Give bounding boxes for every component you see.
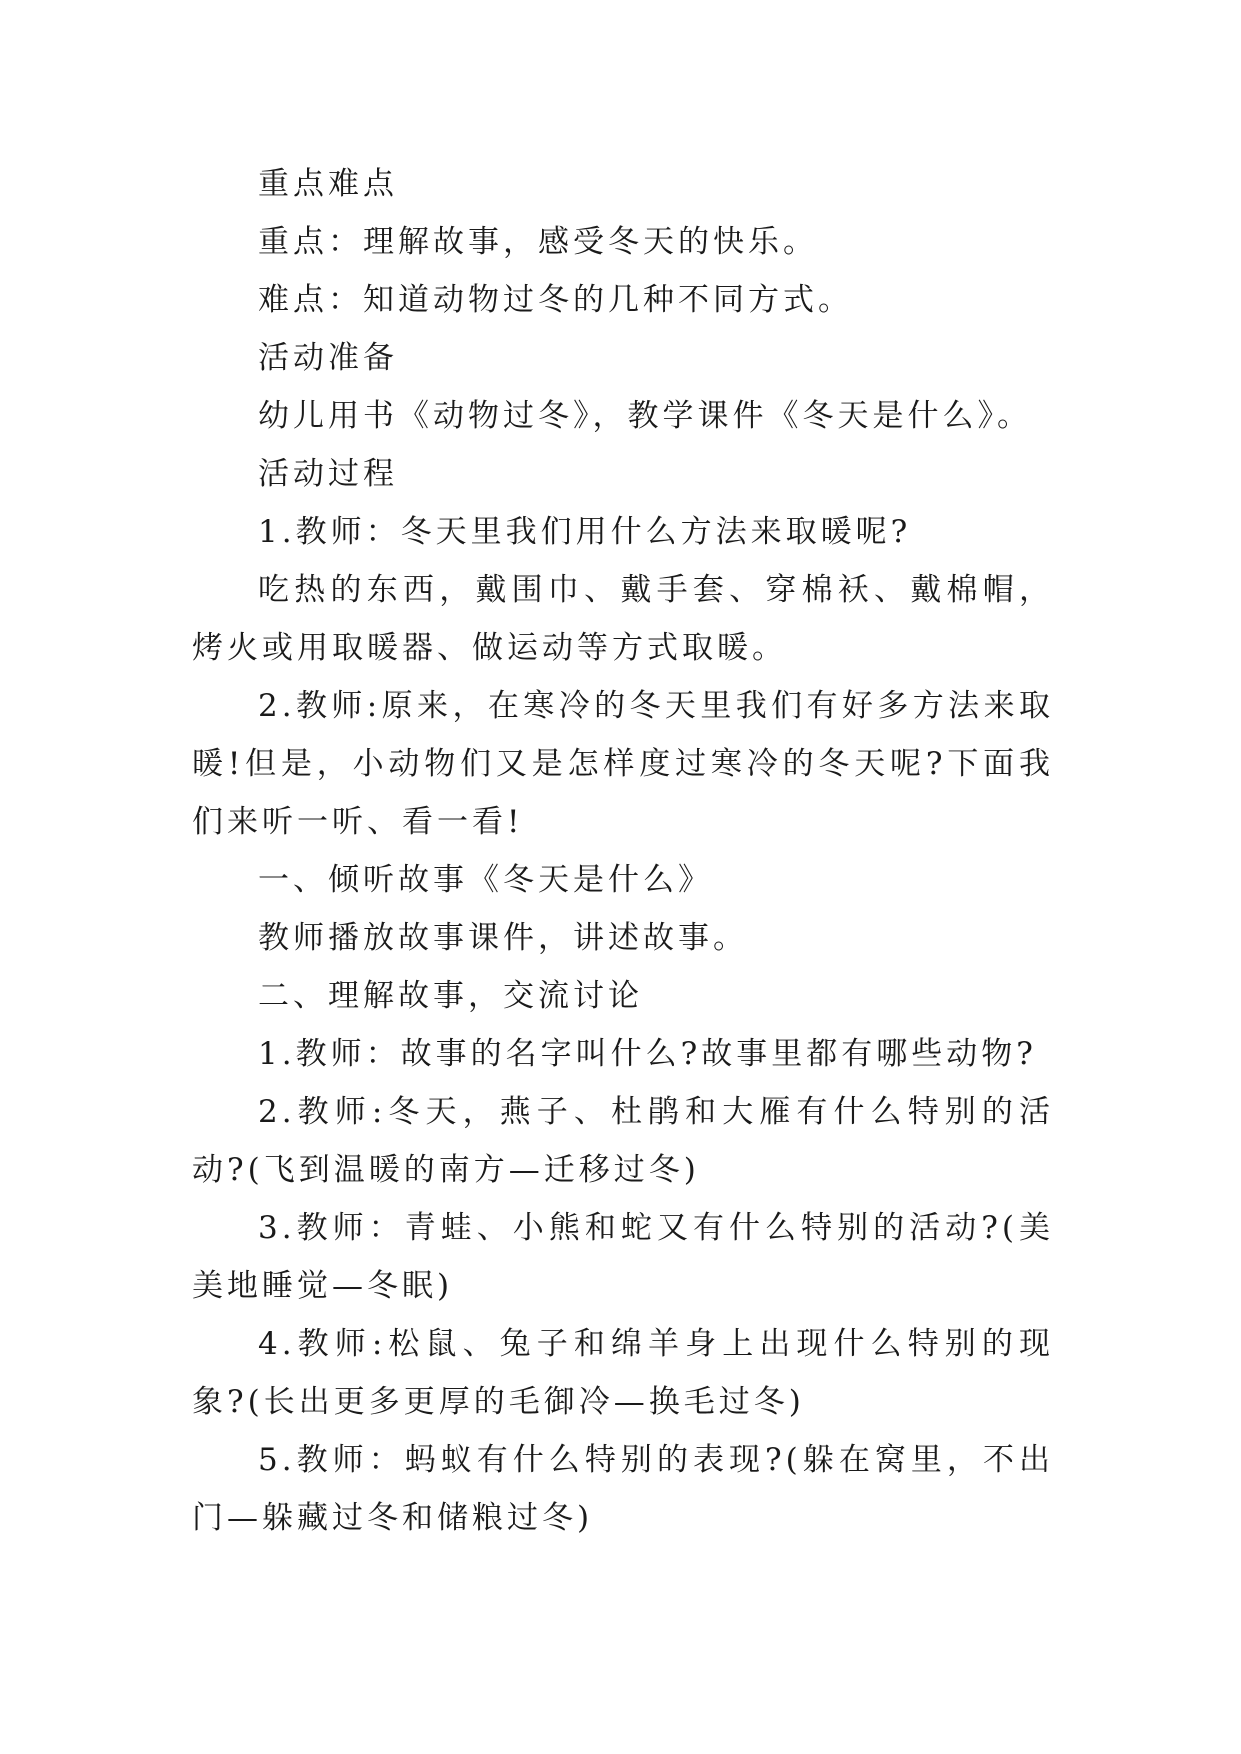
section-heading-discuss: 二、理解故事，交流讨论 [258, 978, 643, 1014]
process-step-1-answer: 吃热的东西，戴围巾、戴手套、穿棉袄、戴棉帽，烤火或用取暖器、做运动等方式取暖。 [192, 572, 1054, 666]
discussion-question-1: 1.教师：故事的名字叫什么?故事里都有哪些动物? [258, 1036, 1037, 1072]
discussion-question-3: 3.教师：青蛙、小熊和蛇又有什么特别的活动?(美美地睡觉—冬眠) [192, 1210, 1054, 1304]
discussion-question-5: 5.教师：蚂蚁有什么特别的表现?(躲在窝里，不出门—躲藏过冬和储粮过冬) [192, 1442, 1054, 1536]
key-point: 重点：理解故事，感受冬天的快乐。 [258, 224, 818, 260]
document-body [192, 155, 1054, 1547]
process-step-1: 1.教师：冬天里我们用什么方法来取暖呢? [258, 514, 912, 550]
heading-key-points: 重点难点 [258, 166, 398, 202]
discussion-question-2: 2.教师:冬天，燕子、杜鹃和大雁有什么特别的活动?(飞到温暖的南方—迁移过冬) [192, 1094, 1054, 1188]
preparation-text: 幼儿用书《动物过冬》，教学课件《冬天是什么》。 [258, 398, 1032, 434]
heading-process: 活动过程 [258, 456, 398, 492]
section-listen-text: 教师播放故事课件，讲述故事。 [258, 920, 748, 956]
difficult-point: 难点：知道动物过冬的几种不同方式。 [258, 282, 853, 318]
process-step-2: 2.教师:原来，在寒冷的冬天里我们有好多方法来取暖!但是，小动物们又是怎样度过寒冷的冬天呢?下面我们来听一听、看一看! [192, 688, 1054, 840]
heading-preparation: 活动准备 [258, 340, 398, 376]
discussion-question-4: 4.教师:松鼠、兔子和绵羊身上出现什么特别的现象?(长出更多更厚的毛御冷—换毛过冬) [192, 1326, 1054, 1420]
section-heading-listen: 一、倾听故事《冬天是什么》 [258, 862, 713, 898]
